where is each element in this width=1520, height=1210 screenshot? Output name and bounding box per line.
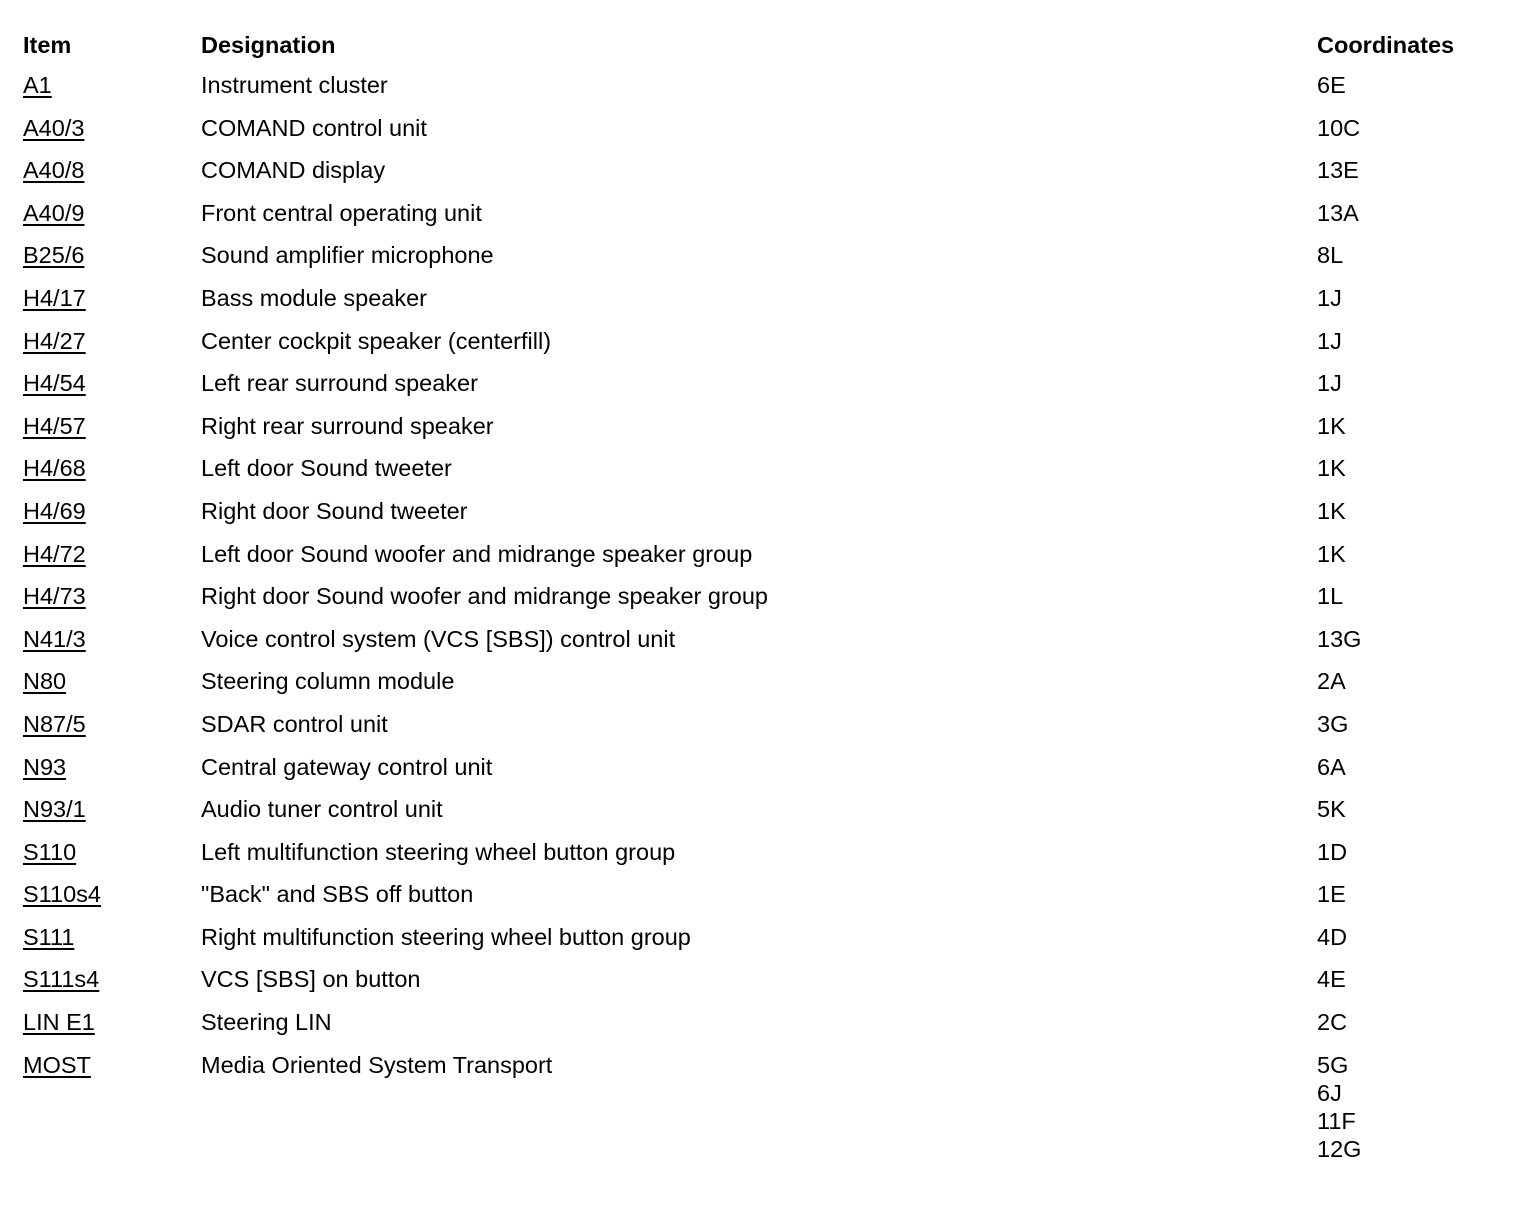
coordinate-value: 2C xyxy=(1317,1009,1348,1036)
item-cell xyxy=(23,916,201,959)
coordinates-cell xyxy=(1317,320,1503,363)
coordinate-value: 10C xyxy=(1317,114,1361,141)
coordinate-value: 1K xyxy=(1317,455,1346,482)
designation-cell: SDAR control unit xyxy=(201,710,388,737)
designation-cell: Front central operating unit xyxy=(201,199,482,226)
item-link[interactable]: N41/3 xyxy=(23,625,86,652)
item-link[interactable]: H4/57 xyxy=(23,412,86,439)
table-row xyxy=(23,320,1503,363)
designation-cell: Left multifunction steering wheel button group xyxy=(201,838,676,865)
table-row xyxy=(23,746,1503,789)
item-link[interactable]: H4/54 xyxy=(23,370,86,397)
coordinates-cell xyxy=(1317,873,1503,916)
header-item: Item xyxy=(23,32,72,58)
item-cell xyxy=(23,746,201,789)
table-row xyxy=(23,660,1503,703)
table-row xyxy=(23,405,1503,448)
item-cell xyxy=(23,1044,201,1163)
coordinate-value: 4D xyxy=(1317,923,1348,950)
designation-cell: Right door Sound woofer and midrange speaker group xyxy=(201,583,768,610)
item-cell xyxy=(23,873,201,916)
coordinate-value: 5G xyxy=(1317,1051,1349,1078)
designation-cell: Steering LIN xyxy=(201,1009,332,1036)
coordinates-cell xyxy=(1317,831,1503,874)
table-row xyxy=(23,533,1503,576)
coordinate-value: 8L xyxy=(1317,242,1344,269)
item-cell xyxy=(23,958,201,1001)
item-cell xyxy=(23,234,201,277)
table-row xyxy=(23,575,1503,618)
coordinate-value: 12G xyxy=(1317,1135,1362,1162)
table-row xyxy=(23,234,1503,277)
item-link[interactable]: N93 xyxy=(23,753,67,780)
item-link[interactable]: H4/27 xyxy=(23,327,86,354)
coordinates-cell xyxy=(1317,1001,1503,1044)
designation-cell: Left door Sound woofer and midrange speaker group xyxy=(201,540,753,567)
item-link[interactable]: A40/9 xyxy=(23,199,85,226)
coordinates-cell xyxy=(1317,64,1503,107)
coordinate-value: 13A xyxy=(1317,199,1359,226)
coordinate-value: 1K xyxy=(1317,497,1346,524)
item-link[interactable]: S111 xyxy=(23,923,75,950)
designation-cell: Audio tuner control unit xyxy=(201,796,443,823)
item-cell xyxy=(23,575,201,618)
table-row xyxy=(23,490,1503,533)
designation-cell: Voice control system (VCS [SBS]) control unit xyxy=(201,625,676,652)
table-row xyxy=(23,916,1503,959)
coordinates-cell xyxy=(1317,447,1503,490)
coordinates-cell xyxy=(1317,746,1503,789)
table-row xyxy=(23,788,1503,831)
item-link[interactable]: H4/68 xyxy=(23,455,86,482)
item-link[interactable]: H4/69 xyxy=(23,497,86,524)
table-row xyxy=(23,831,1503,874)
item-cell xyxy=(23,618,201,661)
table-row xyxy=(23,277,1503,320)
item-link[interactable]: S110 xyxy=(23,838,77,865)
item-cell xyxy=(23,149,201,192)
item-link[interactable]: A40/3 xyxy=(23,114,85,141)
item-link[interactable]: H4/72 xyxy=(23,540,86,567)
coordinate-value: 6E xyxy=(1317,72,1346,98)
coordinate-value: 4E xyxy=(1317,966,1346,993)
item-cell xyxy=(23,1001,201,1044)
designation-cell: COMAND display xyxy=(201,157,386,184)
coordinate-value: 2A xyxy=(1317,668,1346,695)
designation-cell: Left rear surround speaker xyxy=(201,370,478,397)
component-legend-table xyxy=(23,26,1503,1163)
item-cell xyxy=(23,490,201,533)
designation-cell: Left door Sound tweeter xyxy=(201,455,452,482)
coordinates-cell xyxy=(1317,958,1503,1001)
designation-cell: Media Oriented System Transport xyxy=(201,1051,553,1078)
coordinates-cell xyxy=(1317,575,1503,618)
table-row xyxy=(23,958,1503,1001)
designation-cell: VCS [SBS] on button xyxy=(201,966,421,993)
coordinate-value: 6A xyxy=(1317,753,1346,780)
coordinate-value: 1L xyxy=(1317,583,1344,610)
table-row xyxy=(23,149,1503,192)
designation-cell: Central gateway control unit xyxy=(201,753,493,780)
item-link[interactable]: H4/73 xyxy=(23,583,86,610)
designation-cell: Instrument cluster xyxy=(201,72,388,98)
item-cell xyxy=(23,107,201,150)
designation-cell: Right door Sound tweeter xyxy=(201,497,468,524)
item-link[interactable]: A1 xyxy=(23,72,52,98)
table-row xyxy=(23,1001,1503,1044)
designation-cell: Sound amplifier microphone xyxy=(201,242,494,269)
coordinate-value: 1K xyxy=(1317,540,1346,567)
table-row xyxy=(23,703,1503,746)
coordinate-value: 1J xyxy=(1317,284,1342,311)
item-cell xyxy=(23,533,201,576)
coordinate-value: 1K xyxy=(1317,412,1346,439)
item-cell xyxy=(23,788,201,831)
coordinates-cell xyxy=(1317,533,1503,576)
coordinates-cell xyxy=(1317,916,1503,959)
designation-cell: Bass module speaker xyxy=(201,284,427,311)
item-cell xyxy=(23,703,201,746)
coordinate-value: 1D xyxy=(1317,838,1348,865)
item-cell xyxy=(23,447,201,490)
item-link[interactable]: LIN E1 xyxy=(23,1009,95,1036)
designation-cell: Right rear surround speaker xyxy=(201,412,494,439)
coordinate-value: 3G xyxy=(1317,710,1349,737)
coordinates-cell xyxy=(1317,660,1503,703)
table-row xyxy=(23,618,1503,661)
coordinates-cell xyxy=(1317,149,1503,192)
coordinates-cell xyxy=(1317,788,1503,831)
item-cell xyxy=(23,64,201,107)
item-cell xyxy=(23,660,201,703)
coordinates-cell xyxy=(1317,1044,1503,1163)
item-link[interactable]: N80 xyxy=(23,668,67,695)
coordinate-value: 1J xyxy=(1317,327,1342,354)
table-row xyxy=(23,873,1503,916)
coordinates-cell xyxy=(1317,618,1503,661)
coordinate-value: 5K xyxy=(1317,796,1346,823)
designation-cell: Right multifunction steering wheel button group xyxy=(201,923,691,950)
item-cell xyxy=(23,277,201,320)
coordinate-value: 1J xyxy=(1317,370,1342,397)
item-link[interactable]: H4/17 xyxy=(23,284,86,311)
designation-cell: "Back" and SBS off button xyxy=(201,881,474,908)
coordinates-cell xyxy=(1317,107,1503,150)
table-row xyxy=(23,447,1503,490)
table-row xyxy=(23,192,1503,235)
item-link[interactable]: N87/5 xyxy=(23,710,86,737)
coordinates-cell xyxy=(1317,362,1503,405)
item-link[interactable]: MOST xyxy=(23,1051,91,1078)
table-row xyxy=(23,64,1503,107)
coordinate-value: 13E xyxy=(1317,157,1359,184)
item-link[interactable]: S110s4 xyxy=(23,881,101,908)
designation-cell: Center cockpit speaker (centerfill) xyxy=(201,327,552,354)
header-row xyxy=(23,26,1503,64)
item-cell xyxy=(23,362,201,405)
table-row xyxy=(23,362,1503,405)
coordinates-cell xyxy=(1317,277,1503,320)
item-cell xyxy=(23,405,201,448)
table-row xyxy=(23,1044,1503,1163)
designation-cell: COMAND control unit xyxy=(201,114,427,141)
coordinate-value: 11F xyxy=(1317,1107,1356,1134)
coordinates-cell xyxy=(1317,192,1503,235)
coordinate-value: 6J xyxy=(1317,1079,1342,1106)
coordinates-cell xyxy=(1317,405,1503,448)
coordinates-cell xyxy=(1317,234,1503,277)
coordinates-cell xyxy=(1317,490,1503,533)
item-link[interactable]: B25/6 xyxy=(23,242,85,269)
item-cell xyxy=(23,192,201,235)
designation-cell: Steering column module xyxy=(201,668,455,695)
table-row xyxy=(23,107,1503,150)
item-link[interactable]: S111s4 xyxy=(23,966,100,993)
item-cell xyxy=(23,831,201,874)
legend-body xyxy=(23,64,1503,1163)
header-coordinates: Coordinates xyxy=(1317,32,1455,58)
header-designation: Designation xyxy=(201,32,336,58)
coordinate-value: 13G xyxy=(1317,625,1362,652)
coordinates-cell xyxy=(1317,703,1503,746)
coordinate-value: 1E xyxy=(1317,881,1346,908)
item-cell xyxy=(23,320,201,363)
item-link[interactable]: N93/1 xyxy=(23,796,86,823)
item-link[interactable]: A40/8 xyxy=(23,157,85,184)
